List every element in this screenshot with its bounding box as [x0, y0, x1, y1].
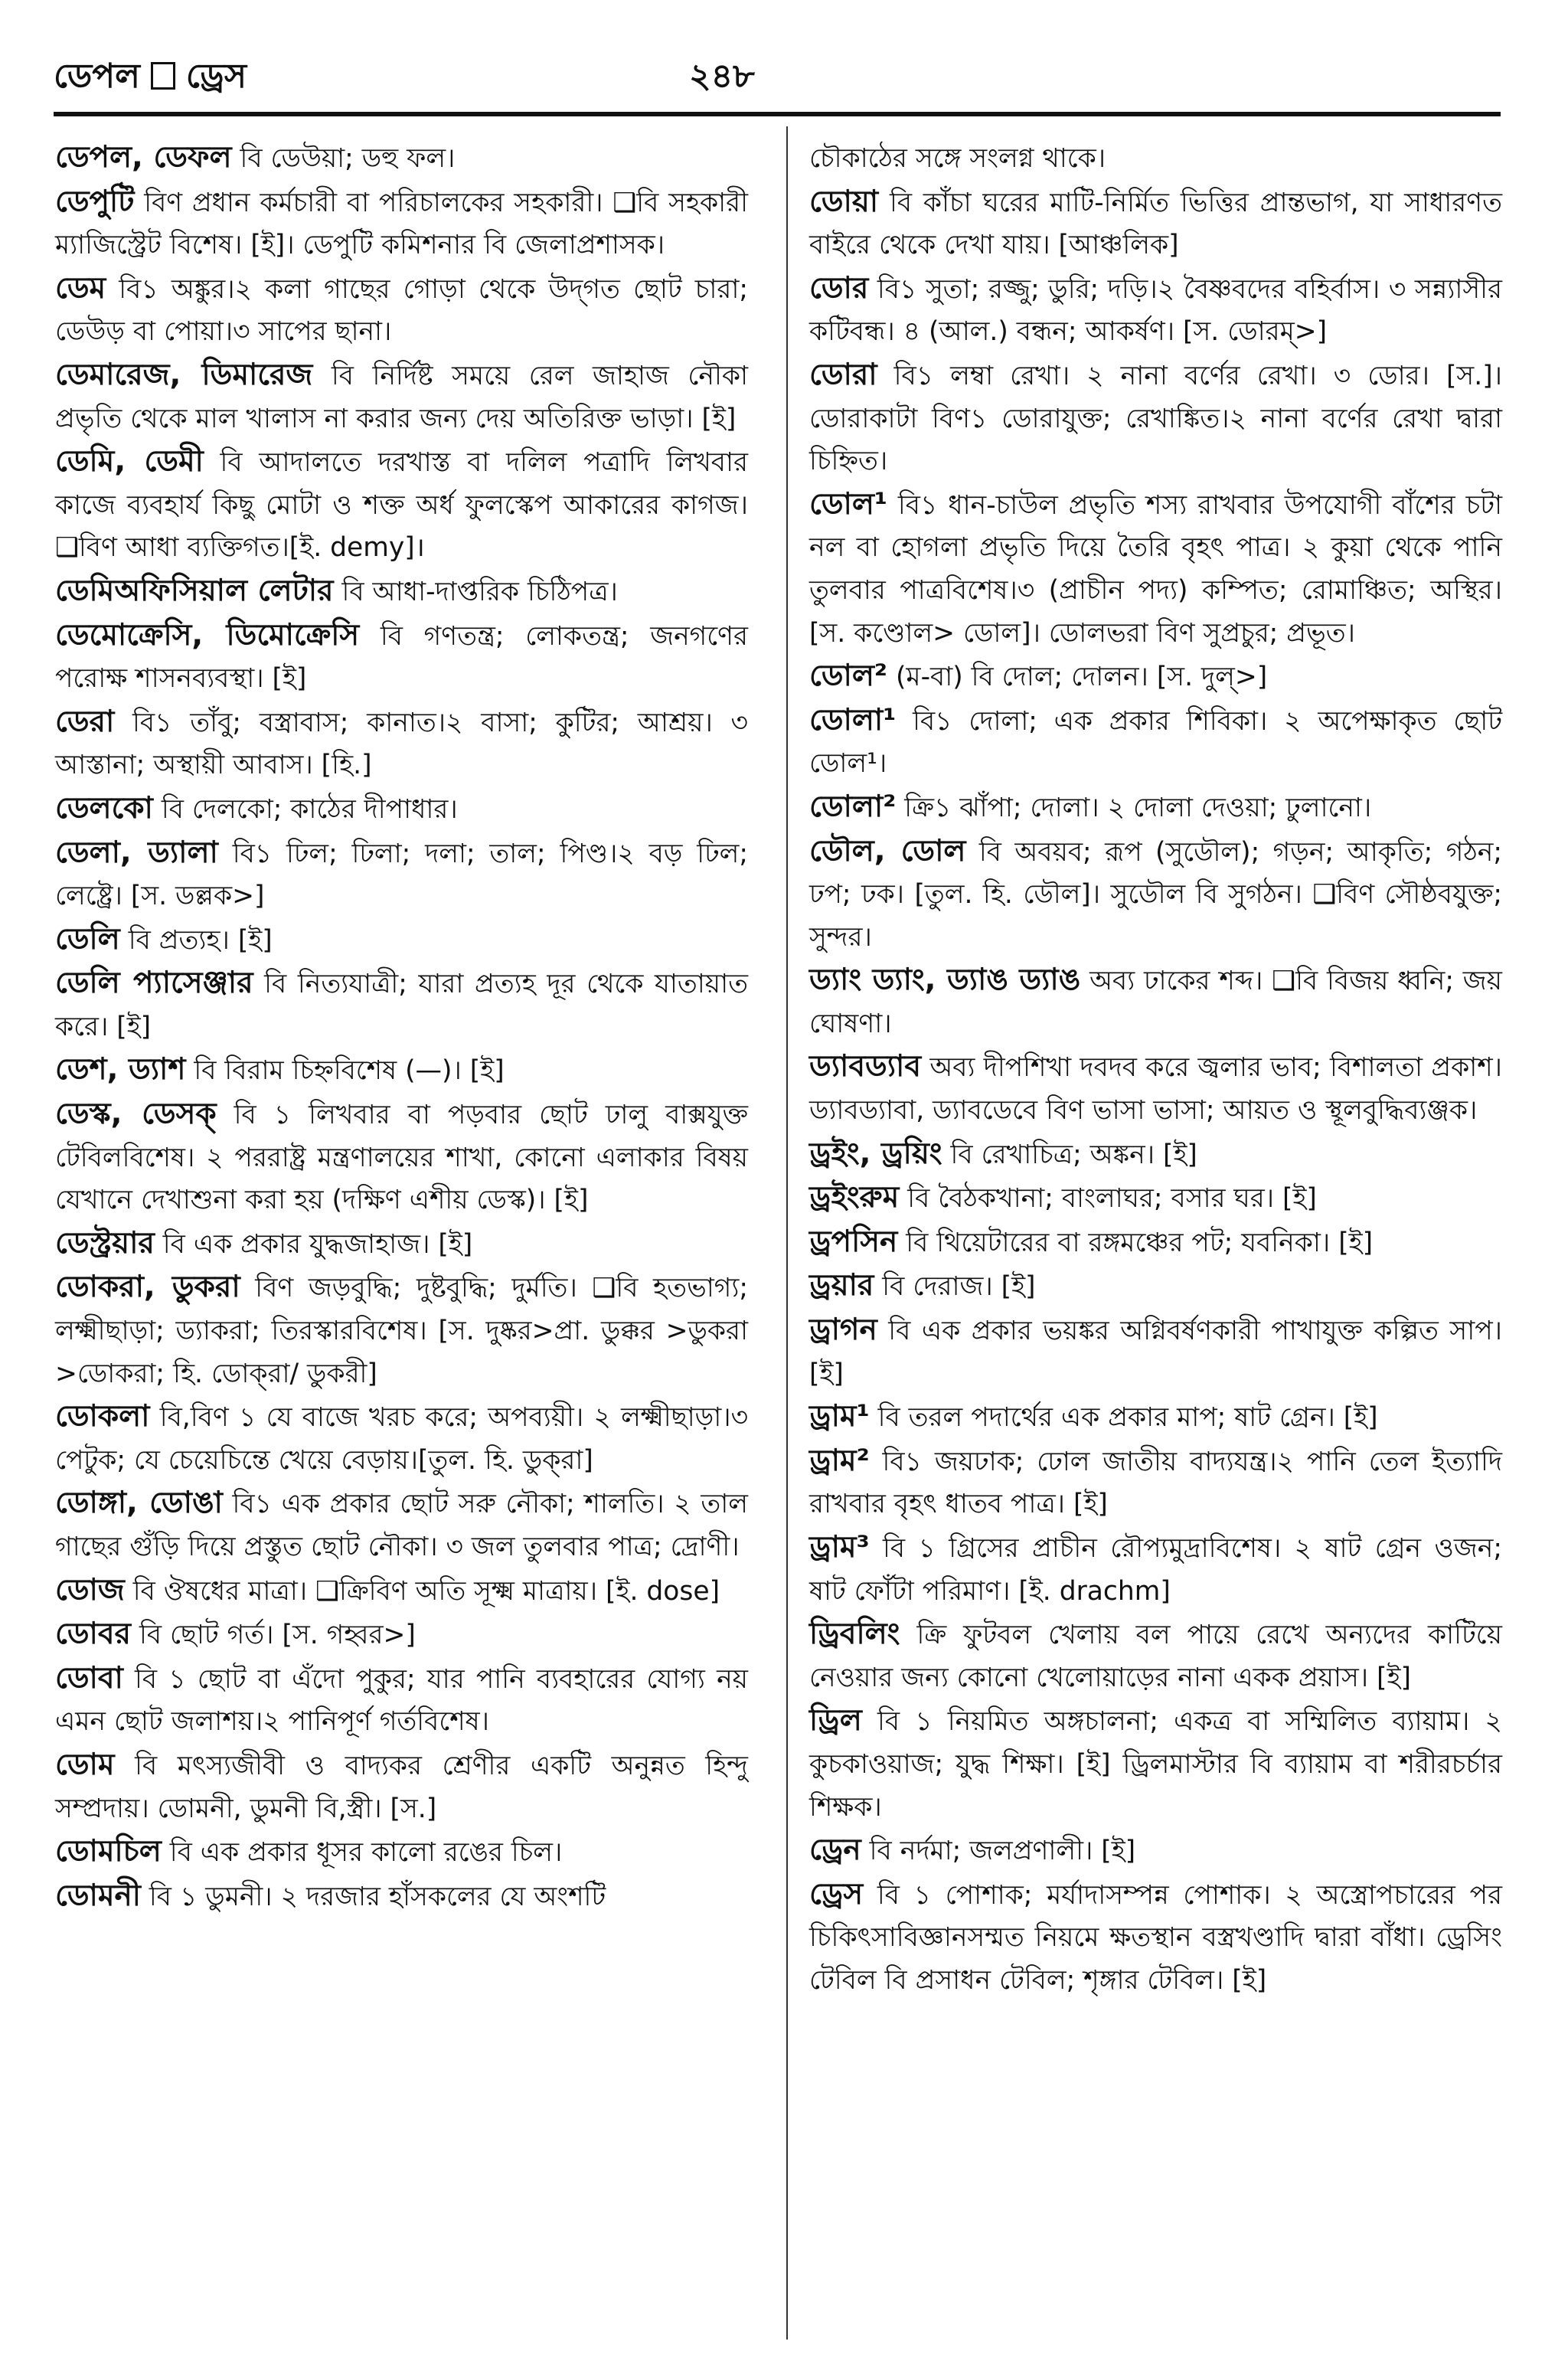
dictionary-entry — [809, 1526, 1502, 1613]
entry-definition: বি নিত্যযাত্রী; যারা প্রত্যহ দূর থেকে যাতায়াত করে। [ই] — [55, 969, 748, 1042]
entry-headword: ডেলি — [55, 921, 120, 956]
dictionary-entry — [809, 267, 1502, 354]
entry-definition: বি,বিণ ১ যে বাজে খরচ করে; অপব্যয়ী। ২ লক্ষ্মীছাড়া।৩ পেটুক; যে চেয়েচিন্তে খেয়ে বেড়ায়।[তুল. হি. ডুক্‌রা] — [55, 1402, 748, 1476]
entry-definition: বি বৈঠকখানা; বাংলাঘর; বসার ঘর। [ই] — [899, 1183, 1317, 1215]
dictionary-entry — [55, 1875, 748, 1919]
dictionary-entry — [55, 1482, 748, 1568]
guide-word-last: ড্রেস — [185, 57, 247, 96]
entry-definition: বি১ তাঁবু; বস্ত্রাবাস; কানাত।২ বাসা; কুটির; আশ্রয়। ৩ আস্তানা; অস্থায়ী আবাস। [হি.] — [55, 707, 748, 781]
entry-headword: ড্রাম³ — [809, 1530, 870, 1565]
entry-headword: ডোকলা — [55, 1399, 150, 1434]
entry-definition: বি আদালতে দরখাস্ত বা দলিল পত্রাদি লিখবার কাজে ব্যবহার্য কিছু মোটা ও শক্ত অর্ধ ফুলস্কেপ আকারের কাগজ।❑বিণ আধা ব্যক্তিগত।[ই. demy]। — [55, 447, 748, 564]
dictionary-entry — [809, 1613, 1502, 1699]
entry-definition: বি নির্দিষ্ট সময়ে রেল জাহাজ নৌকা প্রভৃতি থেকে মাল খালাস না করার জন্য দেয় অতিরিক্ত ভাড়া। [ই] — [55, 360, 748, 434]
dictionary-entry — [55, 832, 748, 918]
dictionary-entry — [55, 570, 748, 614]
entry-definition: বি এক প্রকার ভয়ঙ্কর অগ্নিবর্ষণকারী পাখাযুক্ত কল্পিত সাপ। [ই] — [809, 1316, 1502, 1389]
entry-headword: ডোর — [809, 270, 869, 306]
entry-definition: বি বিরাম চিহ্নবিশেষ (—)। [ই] — [185, 1055, 505, 1087]
dictionary-entry — [55, 1093, 748, 1222]
entry-headword: ডোল¹ — [809, 486, 887, 522]
entry-definition: বি ১ পোশাক; মর্যাদাসম্পন্ন পোশাক। ২ অস্ত্রোপচারের পর চিকিৎসাবিজ্ঞানসম্মত নিয়মে ক্ষতস্থান বস্ত্রখণ্ডাদি দ্বারা বাঁধা। ড্রেসিং টেবিল বি প্রসাধন টেবিল; শৃঙ্গার টেবিল। [ই] — [809, 1879, 1502, 1996]
entry-definition: বি কাঁচা ঘরের মাটি-নির্মিত ভিত্তির প্রান্তভাগ, যা সাধারণত বাইরে থেকে দেখা যায়। [আঞ্চলিক] — [809, 187, 1502, 261]
entry-headword: ডোজ — [55, 1572, 125, 1607]
entry-definition: বি দেলকো; কাঠের দীপাধার। — [152, 793, 458, 825]
dictionary-entry — [55, 440, 748, 570]
entry-headword: ডোল² — [809, 659, 887, 694]
entry-definition: অব্য ঢাকের শব্দ। ❑বি বিজয় ধ্বনি; জয় ঘোষণা। — [809, 966, 1502, 1039]
dictionary-entry — [809, 354, 1502, 483]
dictionary-entry — [809, 181, 1502, 267]
dictionary-entry — [55, 1569, 748, 1614]
dictionary-entry — [809, 830, 1502, 960]
entry-headword: ড্রেস — [809, 1876, 864, 1911]
entry-headword: ডেপল, ডেফল — [55, 140, 232, 175]
right-column — [809, 136, 1502, 2003]
entry-definition: বি১ জয়ঢাক; ঢোল জাতীয় বাদ্যযন্ত্র।২ পানি তেল ইত্যাদি রাখবার বৃহৎ ধাতব পাত্র। [ই] — [809, 1446, 1502, 1520]
dictionary-entry — [55, 181, 748, 267]
entry-definition: বি এক প্রকার যুদ্ধজাহাজ। [ই] — [154, 1228, 473, 1260]
entry-headword: ডেশ, ড্যাশ — [55, 1052, 186, 1087]
entry-headword: ড্রইং, ড্রয়িং — [809, 1136, 942, 1171]
dictionary-entry — [809, 959, 1502, 1045]
entry-headword: ডোমনী — [55, 1878, 141, 1913]
entry-headword: ডেমি, ডেমী — [55, 444, 204, 479]
dictionary-entry — [55, 1830, 748, 1875]
dictionary-entry — [55, 1222, 748, 1267]
entry-definition: বি আধা-দাপ্তরিক চিঠিপত্র। — [333, 576, 618, 607]
entry-headword: ডোঙ্গা, ডোঙা — [55, 1486, 223, 1521]
entry-definition: বি১ অঙ্কুর।২ কলা গাছের গোড়া থেকে উদ্‌গত ছোট চারা; ডেউড় বা পোয়া।৩ সাপের ছানা। — [55, 273, 748, 348]
entry-definition: বি দেরাজ। [ই] — [874, 1271, 1036, 1303]
entry-headword: ডোবা — [55, 1660, 123, 1695]
entry-definition: বি প্রত্যহ। [ই] — [119, 924, 273, 956]
entry-definition: বি ডেউয়া; ডহু ফল। — [231, 143, 456, 174]
dictionary-entry — [809, 1395, 1502, 1440]
column-divider — [786, 126, 788, 2340]
entry-definition: বি নর্দমা; জলপ্রণালী। [ই] — [861, 1836, 1136, 1867]
entry-headword: ডৌল, ডোল — [809, 833, 966, 868]
dictionary-entry — [809, 655, 1502, 699]
entry-definition: বিণ প্রধান কর্মচারী বা পরিচালকের সহকারী। ❑বি সহকারী ম্যাজিস্ট্রেট বিশেষ। [ই]। ডেপুটি কমিশনার বি জেলাপ্রশাসক। — [55, 187, 748, 261]
entry-definition: বি১ ঢিল; ঢিলা; দলা; তাল; পিণ্ড।২ বড় ঢিল; লেষ্ট্রে। [স. ডল্লক>] — [55, 838, 748, 912]
dictionary-entry — [55, 1266, 748, 1395]
dictionary-entry — [55, 267, 748, 354]
entry-definition: বি১ দোলা; এক প্রকার শিবিকা। ২ অপেক্ষাকৃত ছোট ডোল¹। — [809, 705, 1502, 780]
entry-definition: ক্রি১ ঝাঁপা; দোলা। ২ দোলা দেওয়া; ঢুলানো। — [896, 792, 1372, 823]
dictionary-entry — [809, 1309, 1502, 1395]
entry-definition: বি১ ধান-চাউল প্রভৃতি শস্য রাখবার উপযোগী বাঁশের চটা নল বা হোগলা প্রভৃতি দিয়ে তৈরি বৃহৎ পাত্র। ২ কুয়া থেকে পানি তুলবার পাত্রবিশেষ।৩ (প্রাচীন পদ্য) কম্পিত; রোমাঞ্চিত; অস্থির। [স. কণ্ডোল> ডোল]। ডোলভরা বিণ সুপ্রচুর; প্রভূত। — [809, 489, 1502, 649]
entry-headword: ড্রয়ার — [809, 1268, 874, 1303]
entry-definition: বি এক প্রকার ধূসর কালো রঙের চিল। — [161, 1837, 563, 1869]
entry-headword: ড্রাম¹ — [809, 1399, 870, 1434]
entry-headword: ডোয়া — [809, 184, 879, 219]
header-rule — [54, 112, 1501, 116]
entry-headword: ড্রাম² — [809, 1443, 870, 1478]
entry-definition: বিণ জড়বুদ্ধি; দুষ্টবুদ্ধি; দুর্মতি। ❑বি হতভাগ্য; লক্ষ্মীছাড়া; ড্যাকরা; তিরস্কারবিশেষ। [স. দুষ্কর>প্রা. ডুক্কর >ডুকরা >ডোকরা; হি. ডোক্‌রা/ ডুকরী] — [55, 1273, 748, 1389]
guide-word-first: ডেপল — [54, 57, 140, 96]
entry-headword: ড্রইংরুম — [809, 1180, 900, 1215]
entry-definition: ক্রি ফুটবল খেলায় বল পায়ে রেখে অন্যদের কাটিয়ে নেওয়ার জন্য কোনো খেলোয়াড়ের নানা একক প্রয়াস। [ই] — [809, 1620, 1502, 1693]
entry-definition: বি ১ ছোট বা এঁদো পুকুর; যার পানি ব্যবহারের যোগ্য নয় এমন ছোট জলাশয়।২ পানিপূর্ণ গর্তবিশেষ। — [55, 1663, 748, 1738]
entry-headword: ডেস্ক, ডেসক্ — [55, 1097, 217, 1132]
dictionary-entry — [55, 1613, 748, 1657]
entry-definition: বি ছোট গর্ত। [স. গহ্বর>] — [131, 1620, 416, 1651]
entry-headword: ডেরা — [55, 704, 115, 739]
entry-definition: (ম-বা) বি দোল; দোলন। [স. দুল্>] — [887, 662, 1268, 693]
guide-words — [54, 51, 247, 106]
entry-headword: ডোরা — [809, 357, 877, 392]
dictionary-entry — [55, 701, 748, 787]
dictionary-entry — [809, 483, 1502, 655]
entry-headword: ডেস্ট্রয়ার — [55, 1225, 155, 1261]
dictionary-entry — [809, 136, 1502, 181]
dictionary-entry — [809, 699, 1502, 786]
page-number: ২৪৮ — [689, 57, 755, 96]
entry-definition: বি ১ নিয়মিত অঙ্গচালনা; একত্র বা সম্মিলিত ব্যায়াম। ২ কুচকাওয়াজ; যুদ্ধ শিক্ষা। [ই] ড্রিলমাস্টার বি ব্যায়াম বা শরীরচর্চার শিক্ষক। — [809, 1706, 1502, 1823]
dictionary-entry — [55, 1657, 748, 1744]
entry-headword: ডেলা, ড্যালা — [55, 835, 218, 870]
entry-headword: ডেলি প্যাসেঞ্জার — [55, 966, 253, 1001]
dictionary-entry — [809, 1264, 1502, 1309]
entry-definition: চৌকাঠের সঙ্গে সংলগ্ন থাকে। — [809, 143, 1106, 174]
entry-headword: ডোমচিল — [55, 1834, 162, 1869]
entry-definition: বি রেখাচিত্র; অঙ্কন। [ই] — [942, 1139, 1197, 1170]
entry-definition: বি১ এক প্রকার ছোট সরু নৌকা; শালতি। ২ তাল গাছের গুঁড়ি দিয়ে প্রস্তুত ছোট নৌকা। ৩ জল তুলবার পাত্র; দ্রোণী। — [55, 1489, 748, 1562]
entry-headword: ড্রপসিন — [809, 1224, 898, 1259]
entry-definition: বি ১ গ্রিসের প্রাচীন রৌপ্যমুদ্রাবিশেষ। ২ ষাট গ্রেন ওজন; ষাট ফোঁটা পরিমাণ। [ই. drachm] — [809, 1533, 1502, 1607]
entry-definition: বি তরল পদার্থের এক প্রকার মাপ; ষাট গ্রেন। [ই] — [869, 1402, 1378, 1434]
dictionary-entry — [55, 614, 748, 701]
dictionary-entry — [809, 1133, 1502, 1177]
dictionary-entry — [55, 1744, 748, 1830]
entry-definition: বি ১ ডুমনী। ২ দরজার হাঁসকলের যে অংশটি — [140, 1881, 606, 1912]
dictionary-entry — [55, 1048, 748, 1093]
dictionary-entry — [55, 918, 748, 963]
entry-headword: ড্রিবলিং — [809, 1617, 900, 1652]
entry-headword: ডেপুটি — [55, 184, 135, 219]
entry-definition: বি ১ লিখবার বা পড়বার ছোট ঢালু বাক্সযুক্ত টেবিলবিশেষ। ২ পররাষ্ট্র মন্ত্রণালয়ের শাখা, কোনো এলাকার বিষয় যেখানে দেখাশুনা করা হয় (দক্ষিণ এশীয় ডেস্ক)। [ই] — [55, 1100, 749, 1216]
dictionary-entry — [809, 1699, 1502, 1829]
separator-box-icon — [151, 62, 175, 90]
page-header — [54, 37, 1501, 98]
entry-headword: ডেলকো — [55, 790, 153, 826]
entry-headword: ড্রিল — [809, 1703, 862, 1738]
dictionary-entry — [55, 787, 748, 832]
entry-headword: ড্যাবড্যাব — [809, 1049, 922, 1084]
entry-definition: বি১ লম্বা রেখা। ২ নানা বর্ণের রেখা। ৩ ডোর। [স.]। ডোরাকাটা বিণ১ ডোরাযুক্ত; রেখাঙ্কিত।২ নানা বর্ণের রেখা দ্বারা চিহ্নিত। — [809, 360, 1502, 477]
entry-definition: বি থিয়েটারের বা রঙ্গমঞ্চের পট; যবনিকা। [ই] — [897, 1227, 1374, 1258]
entry-headword: ডেমারেজ, ডিমারেজ — [55, 357, 313, 392]
entry-headword: ড্রাগন — [809, 1313, 877, 1348]
dictionary-entry — [809, 1045, 1502, 1132]
dictionary-entry — [809, 1440, 1502, 1526]
dictionary-entry — [55, 1395, 748, 1482]
entry-definition: বি মৎস্যজীবী ও বাদ্যকর শ্রেণীর একটি অনুন্নত হিন্দু সম্প্রদায়। ডোমনী, ডুমনী বি,স্ত্রী। [স.] — [55, 1750, 748, 1824]
entry-definition: বি গণতন্ত্র; লোকতন্ত্র; জনগণের পরোক্ষ শাসনব্যবস্থা। [ই] — [55, 620, 748, 695]
entry-headword: ডেমিঅফিসিয়াল লেটার — [55, 573, 334, 608]
entry-definition: বি১ সুতা; রজ্জু; ডুরি; দড়ি।২ বৈষ্ণবদের বহির্বাস। ৩ সন্ন্যাসীর কটিবন্ধ। ৪ (আল.) বন্ধন; আকর্ষণ। [স. ডোরম্>] — [809, 273, 1502, 348]
dictionary-entry — [809, 1873, 1502, 2003]
dictionary-entry — [55, 354, 748, 440]
dictionary-entry — [809, 786, 1502, 830]
entry-headword: ড্রেন — [809, 1833, 861, 1868]
entry-headword: ডোলা² — [809, 789, 897, 824]
entry-definition: অব্য দীপশিখা দবদব করে জ্বলার ভাব; বিশালতা প্রকাশ। ড্যাবড্যাবা, ড্যাবডেবে বিণ ভাসা ভাসা; আয়ত ও স্থূলবুদ্ধিব্যঞ্জক। — [809, 1052, 1502, 1127]
dictionary-entry — [809, 1176, 1502, 1221]
dictionary-entry — [55, 136, 748, 181]
entry-headword: ডোম — [55, 1747, 115, 1782]
dictionary-entry — [55, 962, 748, 1048]
entry-headword: ডেম — [55, 270, 106, 306]
dictionary-entry — [809, 1829, 1502, 1873]
entry-definition: বি অবয়ব; রূপ (সুডৌল); গড়ন; আকৃতি; গঠন; ঢপ; ঢক। [তুল. হি. ডৌল]। সুডৌল বি সুগঠন। ❑বিণ সৌষ্ঠবযুক্ত; সুন্দর। — [809, 836, 1502, 953]
entry-headword: ডোবর — [55, 1617, 131, 1652]
dictionary-entry — [809, 1221, 1502, 1265]
entry-definition: বি ঔষধের মাত্রা। ❑ক্রিবিণ অতি সূক্ষ্ম মাত্রায়। [ই. dose] — [124, 1575, 720, 1607]
entry-headword: ডোকরা, ডুকরা — [55, 1270, 240, 1305]
entry-headword: ড্যাং ড্যাং, ড্যাঙ ড্যাঙ — [809, 963, 1081, 998]
entry-headword: ডেমোক্রেসি, ডিমোক্রেসি — [55, 617, 360, 652]
entry-headword: ডোলা¹ — [809, 702, 897, 737]
left-column — [55, 136, 748, 1918]
